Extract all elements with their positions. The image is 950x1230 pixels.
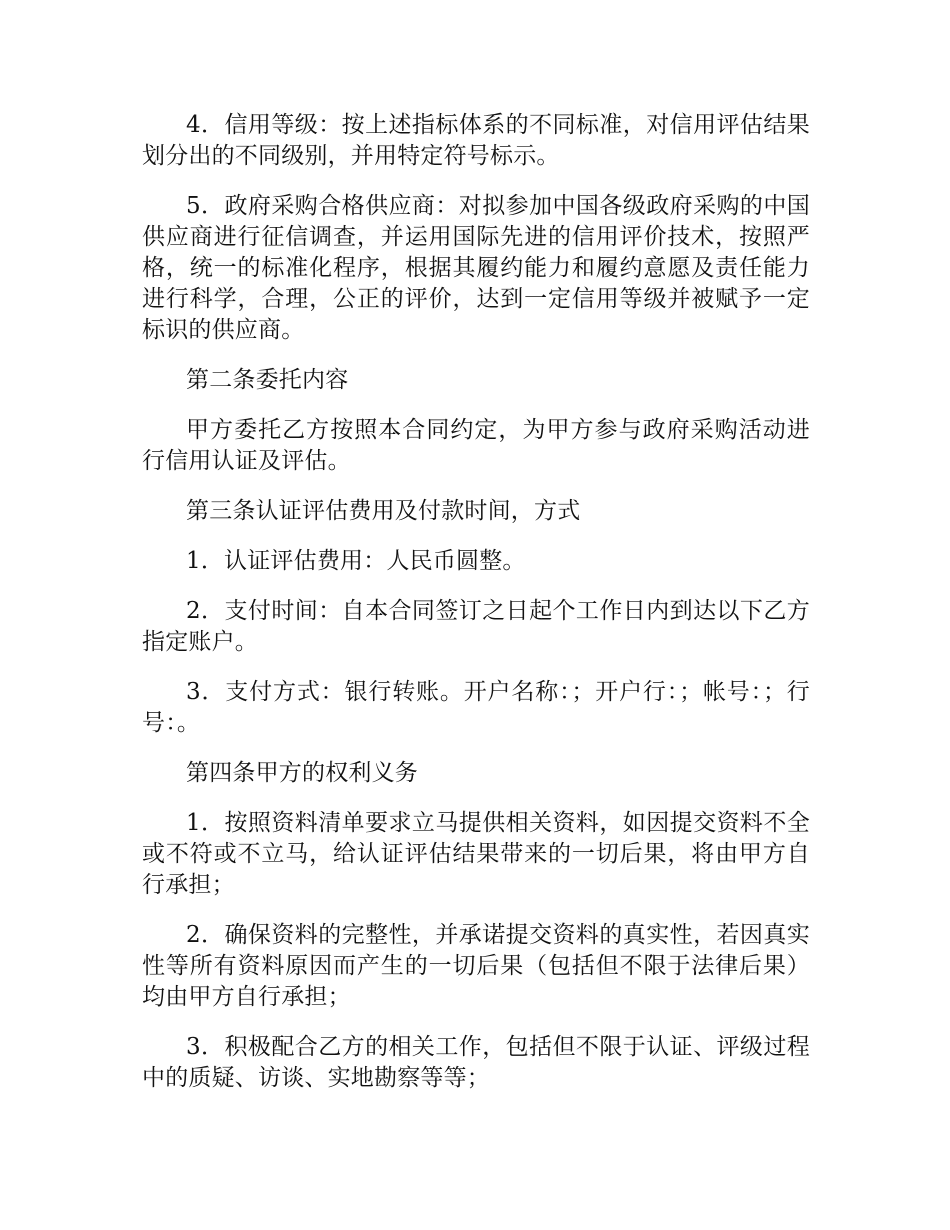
- paragraph-entrustment: 甲方委托乙方按照本合同约定，为甲方参与政府采购活动进行信用认证及评估。: [142, 417, 810, 474]
- paragraph-qualified-supplier: 5．政府采购合格供应商：对拟参加中国各级政府采购的中国供应商进行征信调查，并运用国际先进的信用评价技术，按照严格，统一的标准化程序，根据其履约能力和履约意愿及责任能力进行科学，合理，公正的评价，达到一定信用等级并被赋予一定标识的供应商。: [142, 193, 810, 343]
- paragraph-obligation-1: 1．按照资料清单要求立马提供相关资料，如因提交资料不全或不符或不立马，给认证评估结果带来的一切后果，将由甲方自行承担；: [142, 810, 810, 898]
- paragraph-payment-time: 2．支付时间：自本合同签订之日起个工作日内到达以下乙方指定账户。: [142, 598, 810, 655]
- heading-article-2: 第二条委托内容: [186, 367, 349, 393]
- paragraph-obligation-2: 2．确保资料的完整性，并承诺提交资料的真实性，若因真实性等所有资料原因而产生的一切后果（包括但不限于法律后果）均由甲方自行承担；: [142, 922, 810, 1010]
- paragraph-payment-method: 3．支付方式：银行转账。开户名称：；开户行：；帐号：；行号：。: [142, 679, 810, 736]
- paragraph-fee: 1．认证评估费用：人民币圆整。: [186, 548, 526, 574]
- heading-article-4: 第四条甲方的权利义务: [186, 760, 418, 786]
- paragraph-obligation-3: 3．积极配合乙方的相关工作，包括但不限于认证、评级过程中的质疑、访谈、实地勘察等等；: [142, 1034, 810, 1091]
- paragraph-credit-grade: 4．信用等级：按上述指标体系的不同标准，对信用评估结果划分出的不同级别，并用特定符号标示。: [142, 112, 810, 169]
- document-body: [142, 110, 810, 1113]
- heading-article-3: 第三条认证评估费用及付款时间，方式: [186, 498, 581, 524]
